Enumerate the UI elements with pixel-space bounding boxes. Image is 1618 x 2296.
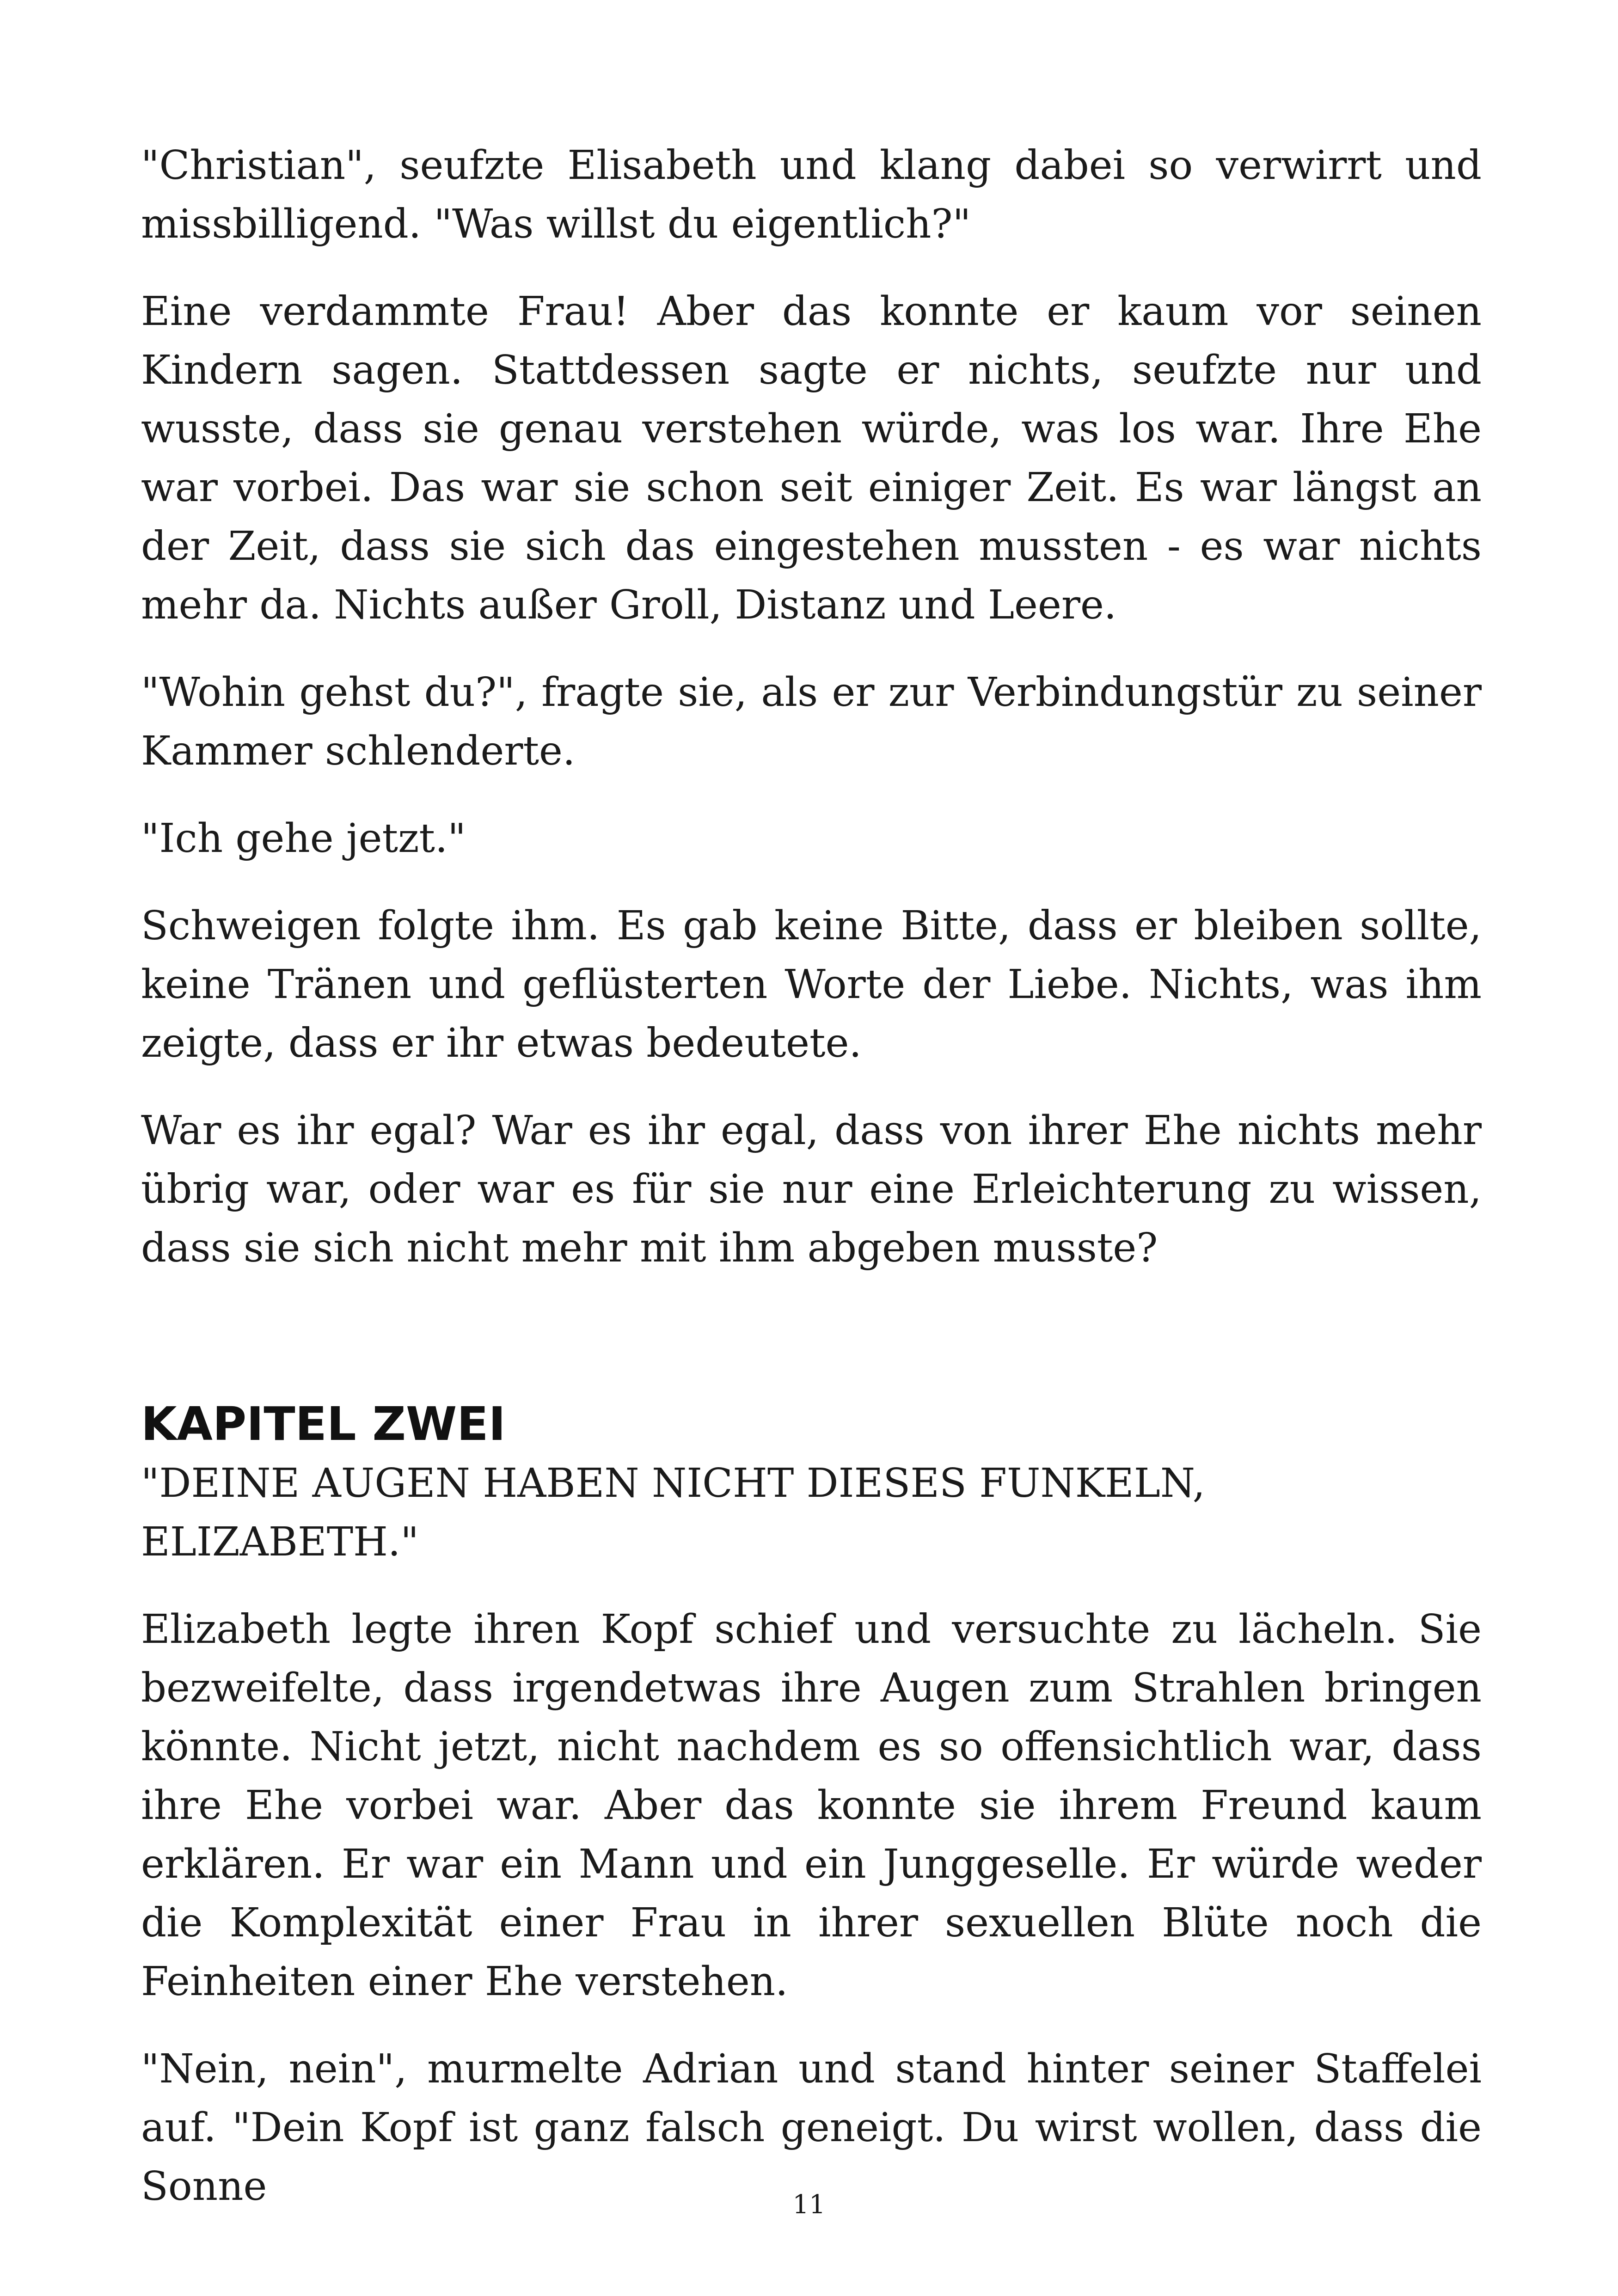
paragraph: War es ihr egal? War es ihr egal, dass von ihrer Ehe nichts mehr übrig war, oder war es für sie nur eine Erleichterung zu wissen, dass sie sich nicht mehr mit ihm abgeben musste? [141,1108,1482,1271]
paragraph: Eine verdammte Frau! Aber das konnte er kaum vor seinen Kindern sagen. Stattdessen sagte er nichts, seufzte nur und wusste, dass sie genau verstehen würde, was los war. Ihre Ehe war vorbei. Das war sie schon seit einiger Zeit. Es war längst an der Zeit, dass sie sich das eingestehen mussten - es war nichts mehr da. Nichts außer Groll, Distanz und Leere. [141,288,1482,628]
paragraph: Elizabeth legte ihren Kopf schief und versuchte zu lächeln. Sie bezweifelte, dass irgendetwas ihre Augen zum Strahlen bringen könnte. Nicht jetzt, nicht nachdem es so offensichtlich war, dass ihre Ehe vorbei war. Aber das konnte sie ihrem Freund kaum erklären. Er war ein Mann und ein Junggeselle. Er würde weder die Komplexität einer Frau in ihrer sexuellen Blüte noch die Feinheiten einer Ehe verstehen. [141,1606,1482,2005]
paragraph: Schweigen folgte ihm. Es gab keine Bitte, dass er bleiben sollte, keine Tränen und geflüsterten Worte der Liebe. Nichts, was ihm zeigte, dass er ihr etwas bedeutete. [141,903,1482,1066]
chapter-subtitle: "DEINE AUGEN HABEN NICHT DIESES FUNKELN, ELIZABETH." [141,1460,1205,1565]
paragraph: "Christian", seufzte Elisabeth und klang dabei so verwirrt und missbilligend. "Was willst du eigentlich?" [141,142,1482,247]
chapter-heading: KAPITEL ZWEI [141,1397,506,1451]
page-number: 11 [792,2190,826,2220]
book-page [141,136,1482,2245]
paragraph: "Wohin gehst du?", fragte sie, als er zur Verbindungstür zu seiner Kammer schlenderte. [141,669,1482,774]
paragraph: "Ich gehe jetzt." [141,815,466,862]
paragraph: "Nein, nein", murmelte Adrian und stand hinter seiner Staffelei auf. "Dein Kopf ist ganz falsch geneigt. Du wirst wollen, dass die Sonne [141,2046,1482,2210]
